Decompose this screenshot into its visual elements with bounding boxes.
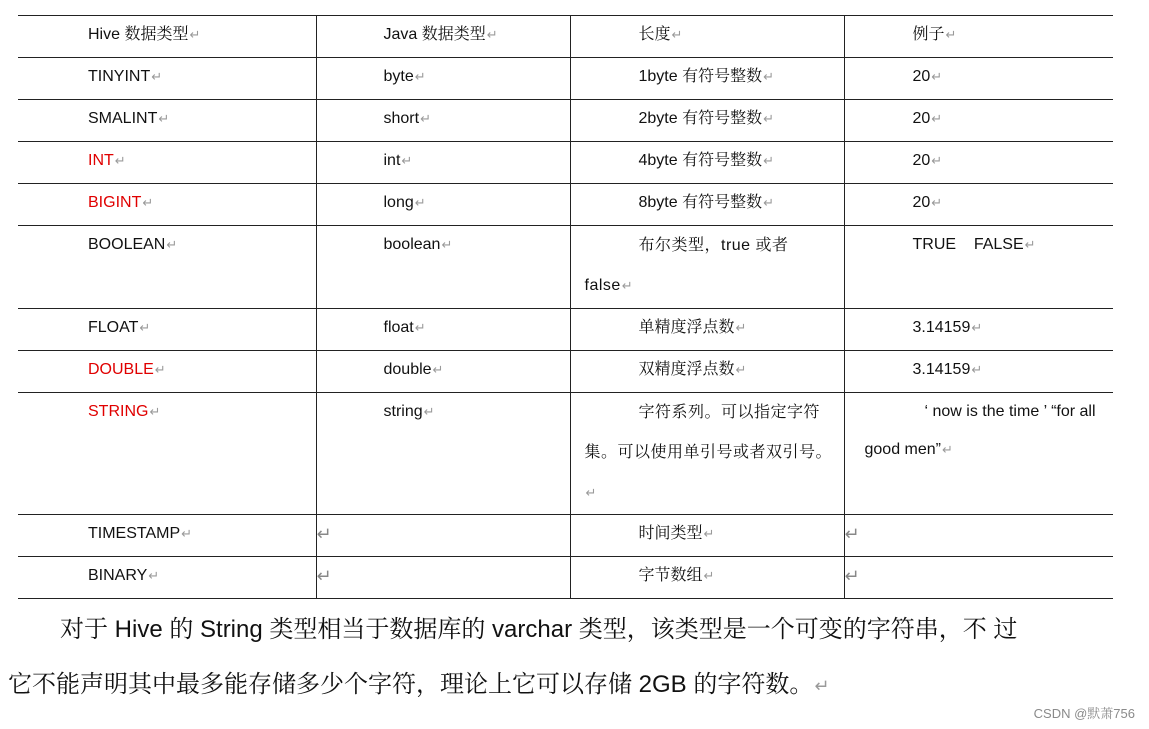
length-cell: 双精度浮点数↵ bbox=[570, 351, 844, 393]
java-type-cell: ↵ bbox=[316, 557, 570, 599]
example-cell: ‘ now is the time ’ “for all good men”↵ bbox=[844, 393, 1113, 515]
length-cell: 2byte 有符号整数↵ bbox=[570, 100, 844, 142]
example-cell: 3.14159↵ bbox=[844, 351, 1113, 393]
example-cell: ↵ bbox=[844, 557, 1113, 599]
string-type-paragraph bbox=[8, 602, 1133, 714]
example-cell: 20↵ bbox=[844, 184, 1113, 226]
java-type-cell: double↵ bbox=[316, 351, 570, 393]
table-row bbox=[18, 184, 1113, 226]
hive-type-cell: STRING↵ bbox=[18, 393, 316, 515]
java-type-cell: float↵ bbox=[316, 309, 570, 351]
hive-type-cell: SMALINT↵ bbox=[18, 100, 316, 142]
java-type-cell: ↵ bbox=[316, 515, 570, 557]
java-type-cell: short↵ bbox=[316, 100, 570, 142]
java-type-cell: long↵ bbox=[316, 184, 570, 226]
table-row bbox=[18, 100, 1113, 142]
length-cell: 1byte 有符号整数↵ bbox=[570, 58, 844, 100]
hive-type-cell: TIMESTAMP↵ bbox=[18, 515, 316, 557]
table-row bbox=[18, 58, 1113, 100]
header-cell-java: Java 数据类型↵ bbox=[316, 16, 570, 58]
example-cell: 20↵ bbox=[844, 100, 1113, 142]
example-cell: 3.14159↵ bbox=[844, 309, 1113, 351]
hive-type-cell: INT↵ bbox=[18, 142, 316, 184]
example-cell: TRUE FALSE↵ bbox=[844, 226, 1113, 309]
java-type-cell: boolean↵ bbox=[316, 226, 570, 309]
header-cell-length: 长度↵ bbox=[570, 16, 844, 58]
paragraph-line-1: 对于 Hive 的 String 类型相当于数据库的 varchar 类型，该类型是一个可变的字符串，不 过 bbox=[60, 616, 1018, 643]
hive-data-types-table bbox=[18, 15, 1113, 599]
table-row bbox=[18, 557, 1113, 599]
java-type-cell: byte↵ bbox=[316, 58, 570, 100]
example-cell: 20↵ bbox=[844, 142, 1113, 184]
header-cell-example: 例子↵ bbox=[844, 16, 1113, 58]
hive-type-cell: DOUBLE↵ bbox=[18, 351, 316, 393]
header-cell-hive: Hive 数据类型↵ bbox=[18, 16, 316, 58]
java-type-cell: string↵ bbox=[316, 393, 570, 515]
length-cell: 字节数组↵ bbox=[570, 557, 844, 599]
hive-type-cell: TINYINT↵ bbox=[18, 58, 316, 100]
table-row bbox=[18, 393, 1113, 515]
length-cell: 布尔类型，true 或者 false↵ bbox=[570, 226, 844, 309]
length-cell: 时间类型↵ bbox=[570, 515, 844, 557]
hive-type-cell: BINARY↵ bbox=[18, 557, 316, 599]
hive-type-cell: BIGINT↵ bbox=[18, 184, 316, 226]
table-row bbox=[18, 309, 1113, 351]
table-header-row bbox=[18, 16, 1113, 58]
example-cell: 20↵ bbox=[844, 58, 1113, 100]
paragraph-mark: ↵ bbox=[814, 676, 830, 696]
hive-type-cell: FLOAT↵ bbox=[18, 309, 316, 351]
hive-type-cell: BOOLEAN↵ bbox=[18, 226, 316, 309]
table-row bbox=[18, 515, 1113, 557]
length-cell: 单精度浮点数↵ bbox=[570, 309, 844, 351]
table-row bbox=[18, 142, 1113, 184]
table-row bbox=[18, 351, 1113, 393]
length-cell: 4byte 有符号整数↵ bbox=[570, 142, 844, 184]
watermark: CSDN @默萧756 bbox=[1033, 706, 1135, 721]
length-cell: 字符系列。可以指定字符集。可以使用单引号或者双引号。↵ bbox=[570, 393, 844, 515]
paragraph-line-2: 它不能声明其中最多能存储多少个字符，理论上它可以存储 2GB 的字符数。 bbox=[8, 671, 814, 698]
length-cell: 8byte 有符号整数↵ bbox=[570, 184, 844, 226]
example-cell: ↵ bbox=[844, 515, 1113, 557]
java-type-cell: int↵ bbox=[316, 142, 570, 184]
table-row bbox=[18, 226, 1113, 309]
